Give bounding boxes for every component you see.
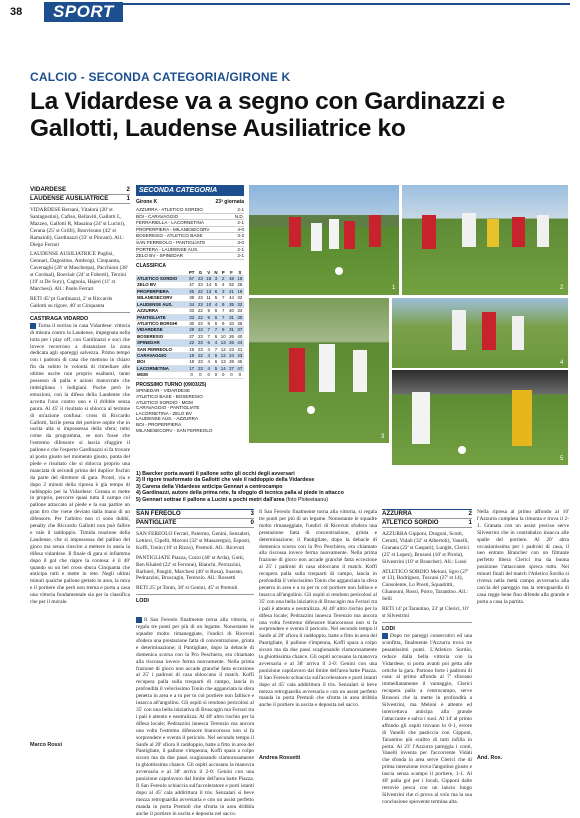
stat-cell: 38 [187,295,196,301]
stat-cell: 37 [237,327,243,333]
match2-home-lineup: SAN FEREOLO Ferrari, Palermo, Genini, Senzaleri, Lettieri, Cipelli, Moroni (32' st Massaregni), Esposti, Koffi, Tonin (10' st Rizzo), Premoli. All.: Ricevuti [136,531,251,551]
stat-cell: 27 [187,333,196,339]
stat-cell: 7 [219,314,227,320]
result-match: BOSERESIO - ATLETICO BASE [136,233,203,239]
result-score: 3-0 [237,239,244,245]
stat-cell: 12 [220,346,226,352]
stat-cell: 5 [214,282,218,288]
match1-away-lineup: LAUDENSE AUSILIATRICE Puglisi, Gennari, Dagostino, Ambrogi, Cinquanta, Cavenaghi (20' st Mascherpa), Pacchioni (38' st Cordual), Boeclair (24' st Foberti), Terzini (19' st De Sury), Cagnola, Hajeri (11' st Marchesi). All.: Paolo Ferrari [30,251,128,292]
stat-cell: 23 [197,282,203,288]
stat-cell: 22 [197,352,203,358]
stat-cell: 4 [205,346,213,352]
stat-cell: 24 [229,352,234,358]
stat-cell: 0 [205,372,213,378]
match3-box [382,509,472,805]
stat-cell: 22 [197,288,203,294]
girone-row [136,199,244,205]
standings-box [136,185,244,433]
match3-away-lineup: ATLETICO SORDIO Meloni, Sgro (27' st 13), Rodriguez, Toscani (27' st 14), Consolente, Lo Presti, Squadritti, Ghanouni, Rossi, Porro, Tarantino. All.: Selli [382,568,469,603]
stat-cell: 7 [214,327,218,333]
team-cell: LACORNETINA [136,365,187,371]
stat-cell: 16 [237,276,243,282]
stat-cell: 6 [214,288,218,294]
next-match: ATLETICO SORDIO - MGM [136,399,193,405]
stat-cell: 33 [187,308,196,314]
match2-body-cont [259,509,377,746]
column-header: N [214,269,218,275]
stat-cell: 0 [227,372,235,378]
stat-cell: 4 [205,352,213,358]
stat-cell: 12 [220,352,226,358]
stat-cell: 31 [229,314,234,320]
team-score: 1 [468,519,472,526]
stat-cell: 2 [219,276,227,282]
stat-cell: 26 [229,340,234,346]
result-score: 2-1 [237,246,244,252]
team-score: 2 [468,510,472,517]
svg-text:3: 3 [381,434,385,440]
team-cell: ZELO BV [136,282,187,288]
stat-cell: 0 [219,372,227,378]
section-label: SPORT [44,2,123,22]
stat-cell: 47 [237,365,243,371]
match2-box [136,509,254,605]
stat-cell: 6 [214,308,218,314]
match1-body [30,323,130,741]
photo-credit: (foto Ploteetaanu) [285,496,329,503]
team-cell: BOI [136,359,187,365]
next-match: LAUDENSE AUS. - AZZURRA [136,416,199,422]
stat-cell: 18 [206,276,212,282]
stat-cell: 41 [229,288,234,294]
stat-cell: 18 [187,359,196,365]
stat-cell: 22 [187,340,196,346]
team-cell: CARAVAGGIO [136,352,187,358]
stat-cell: 13 [206,288,212,294]
result-match: PORTERA - LAUDENSE AUS. [136,246,199,252]
stat-cell: 6 [214,314,218,320]
stat-cell: 4 [205,359,213,365]
photo-caption [136,471,556,503]
stat-cell: 7 [219,295,227,301]
team-cell: VIDARDESE [136,327,187,333]
team-cell: MGM [136,372,187,378]
column-header: G [196,270,204,276]
photo-2 [402,185,568,295]
stat-cell: 4 [219,282,227,288]
match2-place: LODI [136,598,149,605]
team-cell: BOSERESIO [136,333,187,339]
stat-cell: 19 [187,346,196,352]
stat-cell: 23 [197,340,203,346]
match2-away-lineup: PANTIGLIATE Piazza, Cozzi (40' st Arda), Gotti, Ben Khaled (22' st Ferrone), Bianchi, Perrazzini, Barbieri, Pangiti, Marchesi (40' st Rosa), Suarato, Pedrazzini, Bruscagin, Terenzio. All.: Rossetti [136,554,245,582]
match3-goals: RETI 14' pt Tarantino, 23' pt Clerici, 10' st Silvestrini [382,606,472,623]
stat-cell: 26 [229,333,234,339]
match3-body-a [382,633,472,805]
stat-cell: 28 [187,327,196,333]
stat-cell: 23 [197,359,203,365]
column-header: PT [188,269,195,275]
stat-cell: 22 [197,308,203,314]
match3-away-row [382,519,472,528]
stat-cell: 0 [214,372,218,378]
caption-line: 2) Il rigore trasformato da Gallotti che vale il raddoppio della Vidardese [136,477,315,484]
result-score: 2-1 [237,207,244,212]
stat-cell: 40 [229,308,234,314]
stat-cell: 35 [229,301,234,307]
stat-cell: 44 [229,295,234,301]
stat-cell: 18 [187,352,196,358]
standings-table [136,270,244,379]
caption-line: 1) Baecker porta avanti il pallone sotto gli occhi degli avversari [136,471,295,477]
stat-cell: 9 [205,314,213,320]
stat-cell: 25 [237,282,243,288]
photo-3 [249,298,389,443]
team-name: AZZURRA [382,510,412,517]
photo-1 [249,185,399,295]
match2-body-b [259,509,377,753]
team-name: ATLETICO SORDIO [382,519,439,526]
next-round-title: PROSSIMO TURNO (09/03/25) [136,381,207,388]
results-list [136,207,244,260]
column-header: P [219,270,227,276]
team-cell: PANTIGLIATE [136,314,187,320]
svg-text:4: 4 [560,360,564,366]
svg-text:5: 5 [560,456,564,462]
match2-goals: RETI 25' pt Tonin, 38' st Genini, 45' st Premoli [136,585,254,595]
stat-cell: 34 [229,320,234,326]
dropcap-marker [30,323,36,329]
result-row [136,240,244,247]
team-cell: ATLETICO SORDIO [136,276,187,282]
result-row [136,207,244,214]
team-name: LAUDENSE AUSILIATRICE [30,195,109,202]
match3-home-row [382,510,472,519]
team-cell: MILANESECORV [136,295,187,301]
match2-away-row [136,519,254,528]
team-cell: SAN FERREOLO [136,346,187,352]
stat-cell: 23 [197,276,203,282]
photo-4 [392,298,568,368]
stat-cell: 14 [206,282,212,288]
stat-cell: 13 [220,340,226,346]
stat-cell: 23 [197,301,203,307]
team-score: 0 [250,519,254,526]
stat-cell: 4 [214,340,218,346]
stat-cell: 0 [187,372,196,378]
page-number: 38 [10,6,23,18]
column-header: V [205,270,213,276]
next-match: LACORNETINA - ZELO BV [136,410,192,416]
body-text: Nella ripresa al primo affondo al 10' l'Azzurra completa la rimonta e trova il 2-1. Granata con un assist preciso serve Silvestrini che in contrabalzo insacca alle spalle del portiere. Al 20' altra occasionissima per i padroni di casa, il neo entrato Brancher con un filtrante perfetto libera Clerici ma da buona posizione l'attaccante spreca tutto. Nei minuti finali del match l'Atletico Sordio si riversa nella metà campo avversaria alla caccia del pareggio ma la retroguardia di casa regge bene fino difende alla grande e porta a casa la partita. [477,509,569,605]
stat-cell: 7 [219,308,227,314]
stat-cell: 30 [187,320,196,326]
table-row [136,372,244,378]
team-score: 3 [250,510,254,517]
match1-away-row [30,195,130,204]
stat-cell: 30 [237,314,243,320]
match2-home-row [136,510,254,519]
stat-cell: 3 [219,288,227,294]
photo-5-figures [392,370,568,465]
next-round-list [136,388,244,433]
result-row [136,253,244,260]
match3-author: And. Ros. [477,755,503,761]
round-label: 23ª giornata [215,199,244,205]
match1-home-row [30,186,130,195]
stat-cell: 23 [197,327,203,333]
stat-cell: 31 [229,327,234,333]
dropcap-marker [136,617,142,623]
result-row [136,220,244,227]
column-header: S [236,270,244,276]
stat-cell: 9 [219,320,227,326]
stat-cell: 45 [237,359,243,365]
stat-cell: 19 [237,288,243,294]
dropcap-marker [382,633,388,639]
stat-cell: 8 [205,320,213,326]
photo-1-figures [249,185,399,295]
match2-author: Andrea Rossetti [259,755,301,761]
next-match: SPINEDAR - VIDARDESE [136,388,191,394]
body-text: Il San Fereolo finalmente torna alla vittoria, si regala tre punti per più di un legame. Nonostante le squadre molto rimaneggiate, l'undici di Ricevuti sfodera una prestazione fatta di concentrazione, grinta e determinazione; il Pantigliate, dopo la debacle di domenica scorsa con la Pro Peschiera, era chiamato alla riscossa invece ferma nuovamente. Nella prima frazione di gioco non accade granché fatta eccezione al 25' i padroni di casa sbloccano il match. Koffi recupera palla sulla trequarti di campo, lancia in profondità il velocissimo Tonin che agganciata la sfera penetra in area e a tu per tu col portiere non fallisce e insacca all'angolino. Gli ospiti si rendono pericolosi al 35' con una bella iniziativa di Bruscagin ma Ferrari tra i pali è attento e neutralizza. Al 40' altro rischio per la difesa locale; Pedrazzini innesca Terenzio ma ancora una volta l'estremo difensore biancorosso non si fa sorprendere e sventa il pericolo. Nel secondo tempo il Sanfe al 20' sfiora il raddoppio, batte a fitto in area del Pantigliate, il pallone s'impenna, Koffi spara a colpo sicuro ma da due passi scagionando clamorosamente la ghiottissima chance. Gli ospiti accusano la manovra avversaria e al 38' arriva il 2-0: Genini con una punizione capolavoro dal limite dell'area batte Piazza. Il San Fereolo schiaccia sull'acceleratore e porti istanti dopo al 45' cala addirittura il tris. Senzalari si beve mezza retroguardia avversaria e con un assist perfetto manda in porta Premoli che sfrutta in area dribbla anche il portiere in uscita e deposita nel sacco. [259,509,377,709]
stat-cell: 7 [205,333,213,339]
team-name: SAN FEREOLO [136,510,181,517]
stat-cell: 23 [197,346,203,352]
stat-cell: 6 [214,359,218,365]
result-score: N.D. [234,213,244,219]
stat-cell: 9 [219,301,227,307]
result-row [136,233,244,240]
stat-cell: 47 [187,282,196,288]
result-match: SAN FERREOLO - PANTIGLIATE [136,239,206,245]
next-match: ATLETICO BASE - BOSERESIO [136,394,203,400]
team-name: PANTIGLIATE [136,519,177,526]
match1-home-lineup: VIDARDESE Bersani, Vitaloni (20' st Santagostini), Cafiso, Bellaviti, Gallotti L, Mazzeo, Gallotti R, Masaina (24' st Lucini), Cerana (25' st Grilli), Bonvissuto (42' st Ramaioli), Gardinazzi (33' st Pincani). All.: Diego Ferrari [30,207,126,248]
photo-2-figures [402,185,568,295]
match2-body-a [136,617,254,817]
result-match: ZELO BV - SPINEDAR [136,253,183,259]
stat-cell: 14 [220,365,226,371]
next-match: CARAVAGGIO - PANTIGLIATE [136,405,200,411]
team-name: VIDARDESE [30,186,67,193]
stat-cell: 40 [237,333,243,339]
headline: La Vidardese va a segno con Gardinazzi e Gallotti, Laudense Ausiliatrice ko [30,88,506,142]
stat-cell: 3 [214,276,218,282]
stat-cell: 17 [187,365,196,371]
stat-cell: 44 [237,340,243,346]
stat-cell: 5 [214,365,218,371]
match3-place: LODI [382,625,395,632]
match1-place: CASTIRAGA VIDARDO [30,315,89,322]
result-match: AZZURRA - ATLETICO SORDIO [136,207,203,212]
next-match: MILANESECORV - SAN FERREOLO [136,427,213,433]
team-score: 1 [126,195,130,202]
standings-title: SECONDA CATEGORIA [136,185,244,196]
team-cell: PROPERPIERA [136,288,187,294]
stat-cell: 13 [220,359,226,365]
result-row [136,247,244,254]
result-score: 3-2 [237,233,244,239]
stat-cell: 36 [237,320,243,326]
stat-cell: 0 [196,372,204,378]
result-match: BOI - CARAVAGGIO [136,213,179,219]
stat-cell: 23 [197,365,203,371]
stat-cell: 4 [205,365,213,371]
match1-author: Marco Rossi [30,741,63,748]
stat-cell: 34 [237,308,243,314]
stat-cell: 10 [220,333,226,339]
stat-cell: 4 [214,301,218,307]
team-cell: SPINEDAR [136,340,187,346]
stat-cell: 28 [229,359,234,365]
caption-line: 5) Gennari sottrae il pallone a Lucini a pochi metri dall'area [136,496,285,503]
result-score: 4-0 [237,226,244,232]
stat-cell: 9 [205,308,213,314]
kicker: CALCIO - SECONDA CATEGORIA/GIRONE K [30,70,291,84]
result-match: PROPERPIERA - MILANESECORV [136,226,210,232]
photo-4-figures [392,298,568,368]
result-score: 2-1 [237,220,244,226]
result-row [136,214,244,221]
match1-box [30,186,130,749]
team-score: 2 [126,186,130,193]
stat-cell: 41 [237,346,243,352]
stat-cell: 52 [229,282,234,288]
photo-5 [392,370,568,465]
stat-cell: 7 [205,327,213,333]
match3-home-lineup: AZZURRA Gipponi, Dragoni, Scotti, Cerutti, Vidali (32' st Albertoli), Vanelli, Granata (22' st Gaspari), Lunghi, Clerici (25' st Lopez), Brusoni (10' st Pirola), Silvestrini (10' st Brancher). All.: Lussi [382,531,470,565]
result-row [136,227,244,234]
stat-cell: 22 [197,314,203,320]
stat-cell: 11 [206,295,211,301]
stat-cell: 34 [187,301,196,307]
girone-label: Girone K [136,199,158,205]
stat-cell: 32 [237,295,243,301]
svg-text:1: 1 [392,285,396,291]
stat-cell: 6 [214,320,218,326]
team-cell: AZZURRA [136,308,187,314]
body-text: Torna il sorriso in casa Vidardese: vittoria di misura contro la Laudense, impegnata nella lotta per i play off, con Gardinazzi e soci che invece recorrono a distanziare la zona dedicata agli spareggi salvezza. Primo tempo con i padroni di casa che mettono in chiaro fin da subito le volontà di rimediare alle ultime uscite non proprio esaltanti, tanto possesso di palla e azioni manovrate che imbrigliano i lodigiani. Poche però le emozioni, con la difesa della Laudense che accetta l'uno contro uno e il dribble senza paura. Al 45' il risultato si sblocca al termine di un'azione confusa: cross di Riccardo Gallotti, facile presa del portiere ospite che in uscita alta si impossessa della sfera; tutto come da programma, se non fosse che l'estremo difensore si lascia sfuggire il pallone e che l'esperto Gardinazzi si fa trovare al posto giusto nel momento giusto, punta del piede e risultato che si sblocca proprio una manciata di secondi prima del duplice fischio da parte del direttore di gara. Pronti, via e dopo 2 minuti della ripresa è già tempo di raddoppio per la Vidardese: Cerana si mette in proprio, percorre quasi tutta il campo col pallone attaccato al piede e la sua partire un gran tiro che viene deviato dalla mano di un difensore. Per l'arbitro non ci sono dubbi, penalty che Riccardo Gallotti non può fallire e vale il raddoppio. Timida reazione della Laudense, che si impossessa del pallino del gioco ma senza riuscire a mettere in ansia la difesa vidardese. Il finale di gara si infiamma dopo il gol che riapre la contesa: è il 40' quando su un bel cross sbuca Cinquanta che anticipa tutti e mette in rete. Negli ultimi minuti qualche pallone gettato in area, la mira e il portiere che però non trema e porta a casa una vittoria fondamentale sia per la classifica che per il morale. [30,322,130,606]
match1-goals: RETI 45' pt Gardinazzi, 2' st Riccardo Gallotti su rigore, 40' st Cinquanta [30,296,130,313]
stat-cell: 9 [219,327,227,333]
svg-text:2: 2 [560,285,564,291]
stat-cell: 23 [229,346,234,352]
stat-cell: 48 [229,276,234,282]
result-match: FERRARIELLA - LACORNETINA [136,220,204,226]
stat-cell: 45 [187,288,196,294]
stat-cell: 57 [187,276,196,282]
stat-cell: 6 [214,333,218,339]
body-text: Il San Fereolo finalmente torna alla vittoria, si regala tre punti per più di un legame. Nonostante le squadre molto rimaneggiate, l'undici di Ricevuti sfodera una prestazione fatta di concentrazione, grinta e determinazione; il Pantigliate, dopo la debacle di domenica scorsa con la Pro Peschiera, era chiamato alla riscossa invece ferma nuovamente. Nella prima frazione di gioco non accade granché fatta eccezione al 25' i padroni di casa sbloccano il match. Koffi recupera palla sulla trequarti di campo, lancia in profondità il velocissimo Tonin che agganciata la sfera penetra in area e a tu per tu col portiere non fallisce e insacca all'angolino. Gli ospiti si rendono pericolosi al 35' con una bella iniziativa di Bruscagin ma Ferrari tra i pali è attento e neutralizza. Al 40' altro rischio per la difesa locale; Pedrazzini innesca Terenzio ma ancora una volta l'estremo difensore biancorosso non si fa sorprendere e sventa il pericolo. Nel secondo tempo il Sanfe al 20' sfiora il raddoppio, batte a fitto in area del Pantigliate, il pallone s'impenna, Koffi spara a colpo sicuro ma da due passi scagionando clamorosamente la ghiottissima chance. Gli ospiti accusano la manovra avversaria e al 38' arriva il 2-0: Genini con una punizione capolavoro dal limite dell'area batte Piazza. Il San Fereolo schiaccia sull'acceleratore e porti istanti dopo al 45' cala addirittura il tris. Senzalari si beve mezza retroguardia avversaria e con un assist perfetto manda in porta Premoli che sfrutta in area dribbla anche il portiere in uscita e deposita nel sacco. [136,617,254,817]
photo-3-figures [249,298,389,443]
team-cell: LAUDENSE AUS. [136,301,187,307]
stat-cell: 6 [205,340,213,346]
match3-body-b [477,509,569,753]
column-header: F [227,270,235,276]
stat-cell: 5 [214,295,218,301]
stat-cell: 6 [214,352,218,358]
stat-cell: 23 [197,295,203,301]
stat-cell: 23 [197,320,203,326]
stat-cell: 23 [197,333,203,339]
next-match: BOI - PROPERPIERA [136,422,182,428]
caption-line: 3) Carena della Vidardese anticipa Gennari a centrocampo [136,483,283,490]
team-cell: ATLETICO BORGHI [136,320,187,326]
stat-cell: 7 [214,346,218,352]
section-rule [44,3,570,21]
body-text: Dopo tre pareggi consecutivi ed una sconfitta, finalmente l'Azzurra trova tre pesantissimi punti. L'Atletico Sordio, reduce dalla bella vittoria con la Vidardese, si porta avanti poi getta alle ortiche la gara. Partono forte i padroni di casa: al primo affondo al 7' sfiorano immediatamente il vantaggio, Clerici recupera palla a centrocampo, serve Brusoni che la mette in profondità a Silvestrini, ma Meloni è attento ed intercettava anticipa alla grande l'attaccante e salva i suoi. Al 14' al primo affondo gli ospiti trovano lo 0-1, errore di Vanelli che pasticcia con Gipponi, Tarantino più scaltro di tutti infilla in porta. Al 23' l'Azzurra pareggia i conti, Vanelli inventa per l'accorrente Vidali che sfonda in area serve Clerici che di prima intenzione trova l'angolino giusto e lascia senza scampo il portiere, 1-1. Al 40' palla gol per i locali, Gipponi dalle retrovie pesca con un lancio lungo Silvestrini che ci prova al volo ma la sua conclusione spiovente termina alta. [382,633,472,805]
stat-cell: 32 [237,301,243,307]
stat-cell: 27 [229,365,234,371]
caption-line: 4) Gardinazzi, autore della prima rete, fa sfoggio di tecnica palla al piede in attacco [136,490,344,497]
stat-cell: 10 [206,301,212,307]
stat-cell: 43 [237,352,243,358]
match3-body-cont [477,509,569,746]
stat-cell: 33 [187,314,196,320]
result-score: 2-1 [237,253,244,259]
stat-cell: 0 [236,372,244,378]
classifica-title: CLASSIFICA [136,262,166,269]
